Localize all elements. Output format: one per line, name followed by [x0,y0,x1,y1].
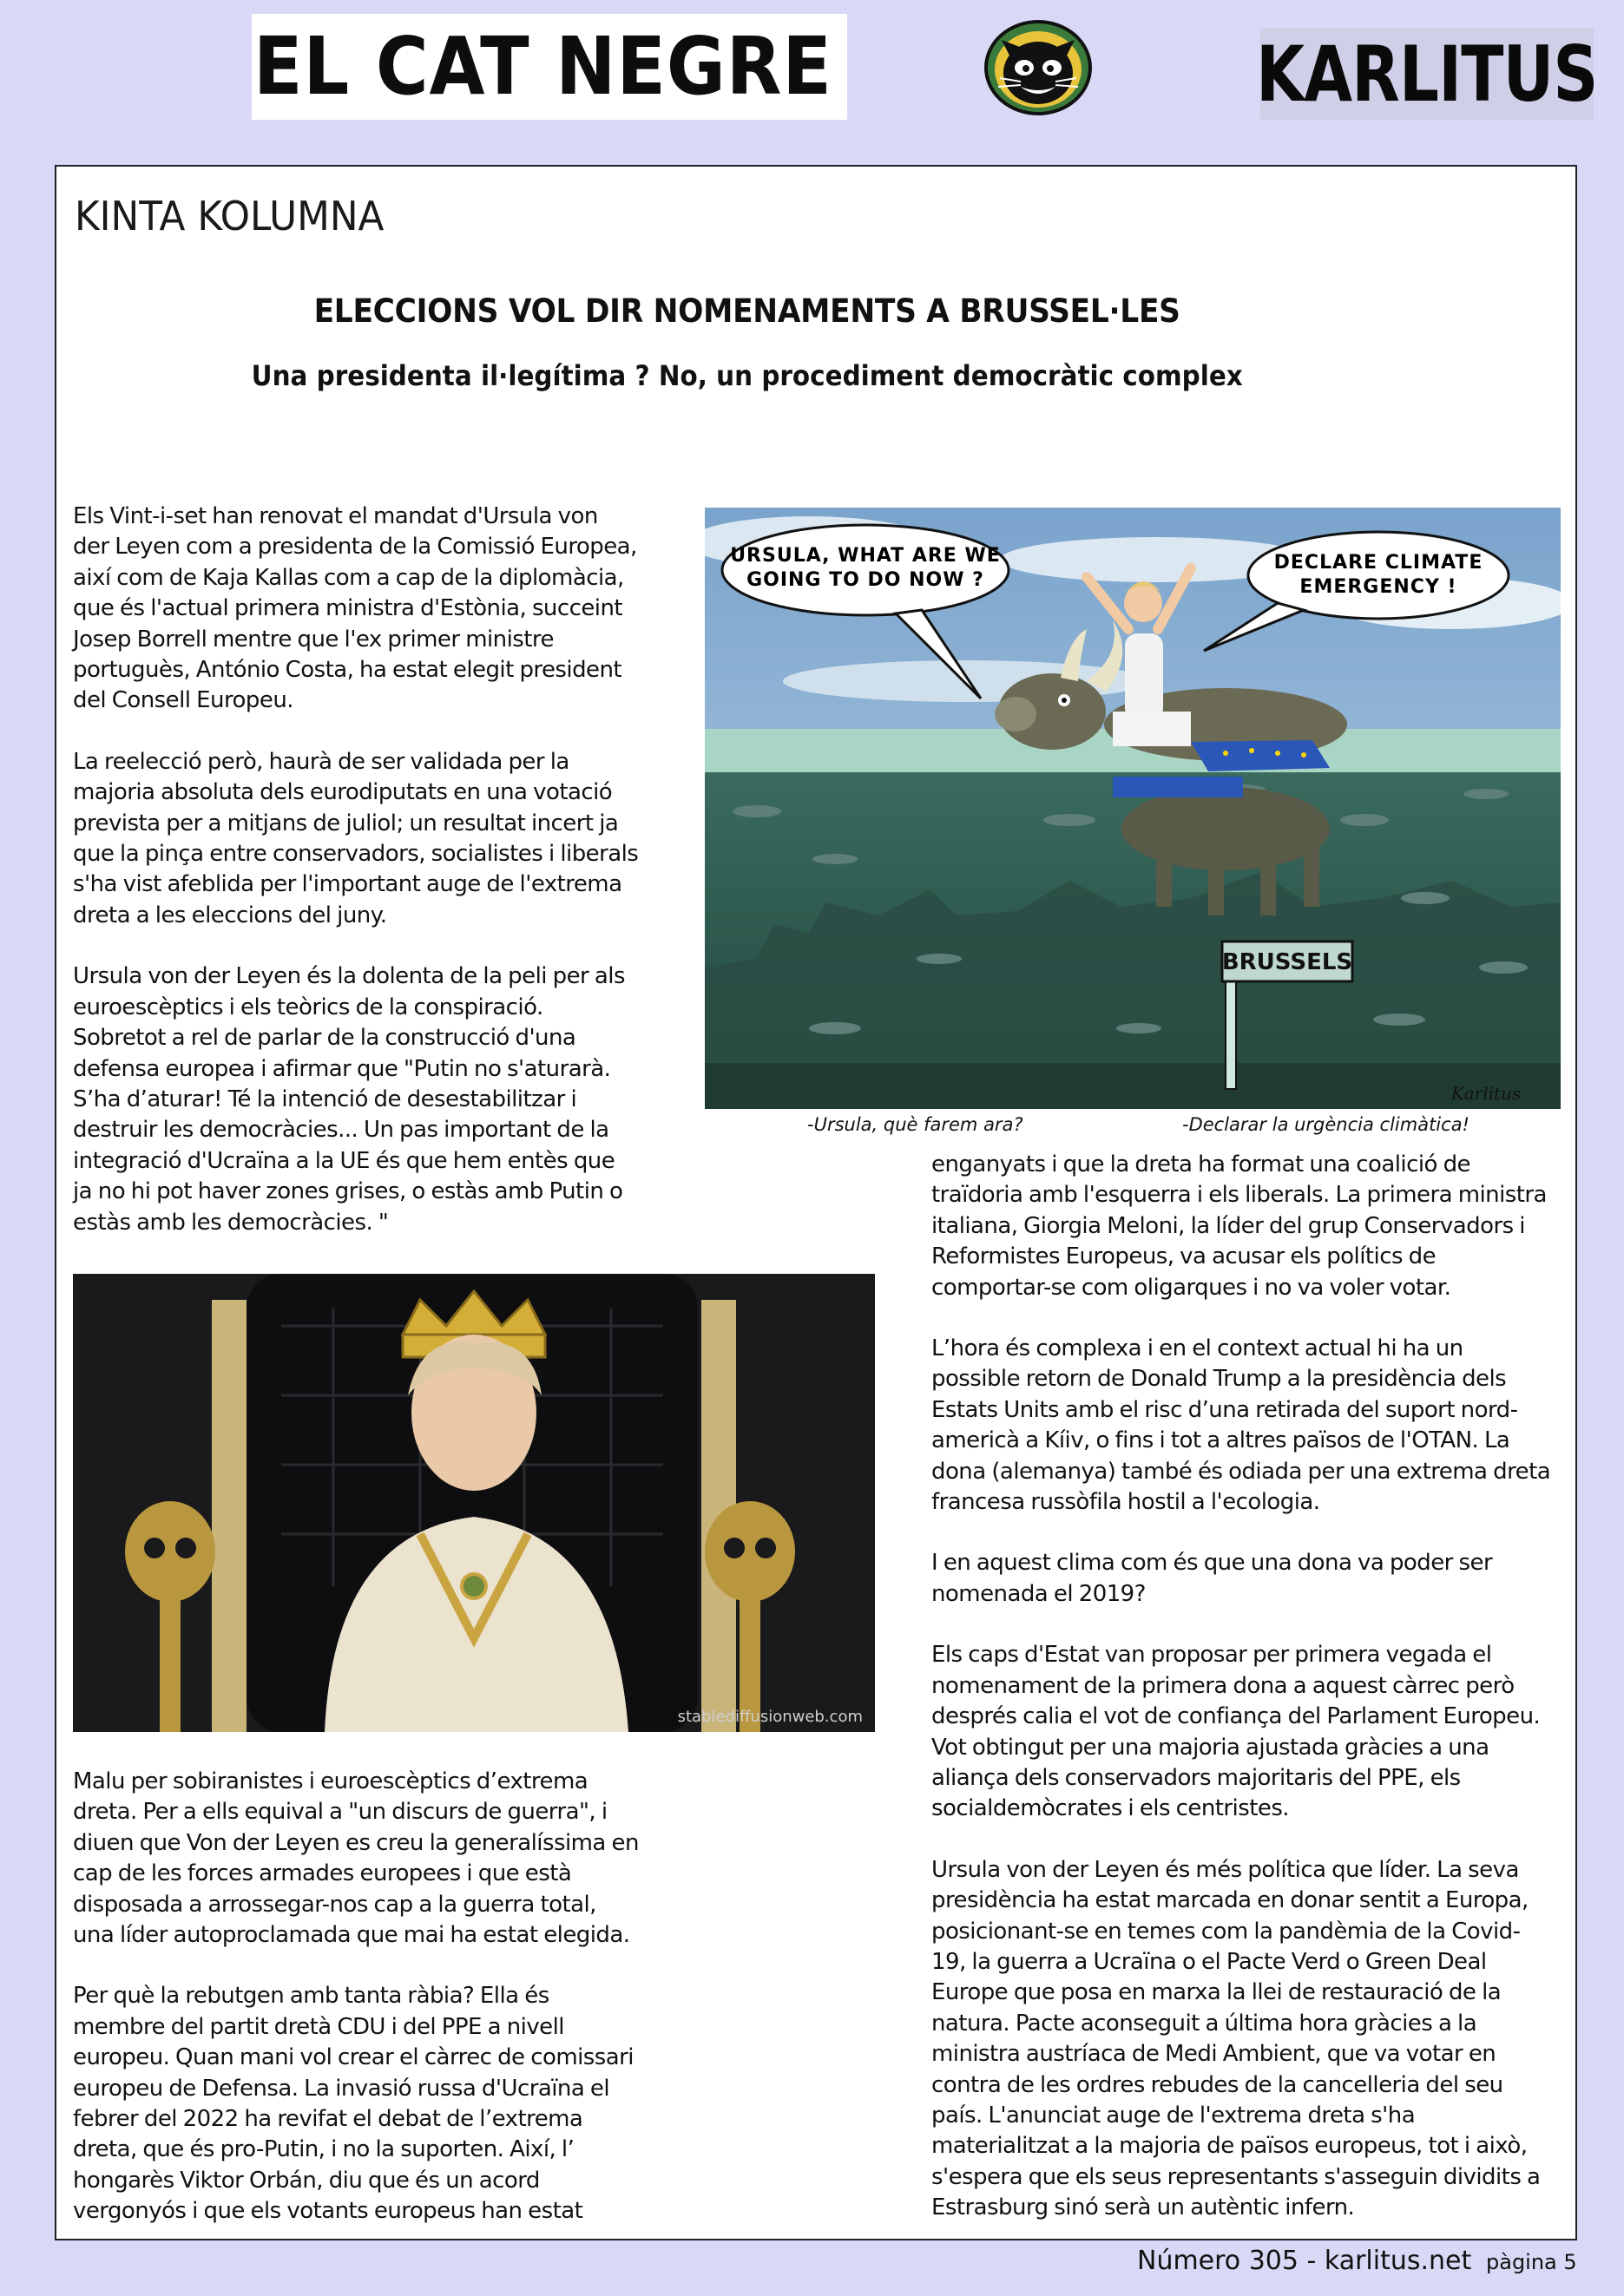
brand-badge [1256,28,1598,120]
paragraph: Malu per sobiranistes i euroescèptics d’extrema dreta. Per a ells equival a "un discurs de guerra", i diuen que Von der Leyen es creu la generalíssima en cap de les forces armades europees i que està disposada a arrossegar-nos cap a la guerra total, una líder autoproclamada que mai ha estat elegida. [73,1768,639,1949]
cartoon-caption-right: -Declarar la urgència climàtica! [1182,1114,1469,1135]
subheadline [0,359,1624,392]
paragraph: Per què la rebutgen amb tanta ràbia? Ella és membre del partit dretà CDU i del PPE a nivell europeu. Quan mani vol crear el càrrec de comissari europeu de Defensa. La invasió russa d'Ucraïna el febrer del 2022 ha revifat el debat de l’extrema dreta, que és pro-Putin, i no la suporten. Així, l’ hongarès Viktor Orbán, diu que és un acord vergonyós i que els votants europeus han estat [73,1983,634,2225]
cartoon-illustration [705,508,1561,1109]
footer-page-number: pàgina 5 [1486,2250,1577,2274]
bubble-left-line-2: GOING TO DO NOW ? [746,569,984,591]
black-cat-icon [983,17,1094,116]
paragraph: Ursula von der Leyen és més política que líder. La seva presidència ha estat marcada en donar sentit a Europa, posicionant-se en temes com la pandèmia de la Covid- 19, la guerra a Ucraïna o el Pacte Verd o Green Deal Europe que posa en marxa la llei de restauració de la natura. Pacte aconseguit a última hora gràcies a la ministra austríaca de Medi Ambient, que va votar en contra de les ordres rebudes de la cancelleria del seu país. L'anunciat auge de l'extrema dreta s'ha materialitzat a la majoria de països europeus, tot i això, s'espera que els seus representants s'asseguin dividits a Estrasburg sinó serà un autèntic infern. [931,1856,1541,2221]
paragraph: I en aquest clima com és que una dona va poder ser nomenada el 2019? [931,1550,1493,1607]
paragraph: La reelecció però, haurà de ser validada per la majoria absoluta dels eurodiputats en una votació prevista per a mitjans de juliol; un resultat incert ja que la pinça entre conservadors, socialistes i liberals s'ha vist afeblida per l'important auge de l'extrema dreta a les eleccions del juny. [73,748,639,928]
masthead-title: EL CAT NEGRE [253,20,832,113]
article-column-right [931,1150,1565,2224]
bubble-right-line-1: DECLARE CLIMATE [1273,552,1483,574]
paragraph: Ursula von der Leyen és la dolenta de la peli per als euroescèptics i els teòrics de la conspiració. Sobretot a rel de parlar de la construcció d'una defensa europea i afirmar que "Putin no s'aturarà. S’ha d’aturar! Té la intenció de desestabilitzar i destruir les democràcies... Un pas important de la integració d'Ucraïna a la UE és que hem entès que ja no hi pot haver zones grises, o estàs amb Putin o estàs amb les democràcies. " [73,963,625,1236]
article-column-left-top [73,502,656,1238]
masthead [252,14,847,120]
headline [0,292,1624,330]
footer-issue: Número 305 - karlitus.net [1137,2246,1472,2276]
brand-title: KARLITUS [1256,29,1598,119]
section-label: KINTA KOLUMNA [75,193,385,239]
image-watermark: stablediffusionweb.com [677,1708,863,1726]
paragraph: L’hora és complexa i en el context actual hi ha un possible retorn de Donald Trump a la presidència dels Estats Units amb el risc d’una retirada del suport nord- americà a Kíiv, o fins i tot a altres països de l'OTAN. La dona (alemanya) també és odiada per una extrema dreta francesa russòfila hostil a l'ecologia. [931,1335,1551,1516]
paragraph: Els Vint-i-set han renovat el mandat d'Ursula von der Leyen com a presidenta de la Comissió Europea, així com de Kaja Kallas com a cap de la diplomàcia, que és l'actual primera ministra d'Estònia, succeint Josep Borrell mentre que l'ex primer ministre portuguès, António Costa, ha estat elegit president del Consell Europeu. [73,503,637,714]
bubble-right-line-2: EMERGENCY ! [1299,576,1457,598]
brussels-sign-text: BRUSSELS [1221,949,1353,975]
cartoon-caption-left: -Ursula, què farem ara? [807,1114,1023,1135]
cartoon-signature: Karlitus [1450,1083,1522,1104]
subheadline-text: Una presidenta il·legítima ? No, un procediment democràtic complex [251,359,1243,392]
paragraph: Els caps d'Estat van proposar per primera vegada el nomenament de la primera dona a aquest càrrec però després calia el vot de confiança del Parlament Europeu. Vot obtingut per una majoria ajustada gràcies a una aliança dels conservadors majoritaris del PPE, els socialdemòcrates i els centristes. [931,1642,1541,1822]
article-column-left-bottom [73,1767,656,2227]
headline-text: ELECCIONS VOL DIR NOMENAMENTS A BRUSSEL·LES [313,292,1180,330]
paragraph: enganyats i que la dreta ha format una coalició de traïdoria amb l'esquerra i els liberals. La primera ministra italiana, Giorgia Meloni, la líder del grup Conservadors i Reformistes Europeus, va acusar els polítics de comportar-se com oligarques i no va voler votar. [931,1151,1547,1301]
throne-portrait-image [73,1274,875,1732]
bubble-left-line-1: URSULA, WHAT ARE WE [730,545,1001,567]
